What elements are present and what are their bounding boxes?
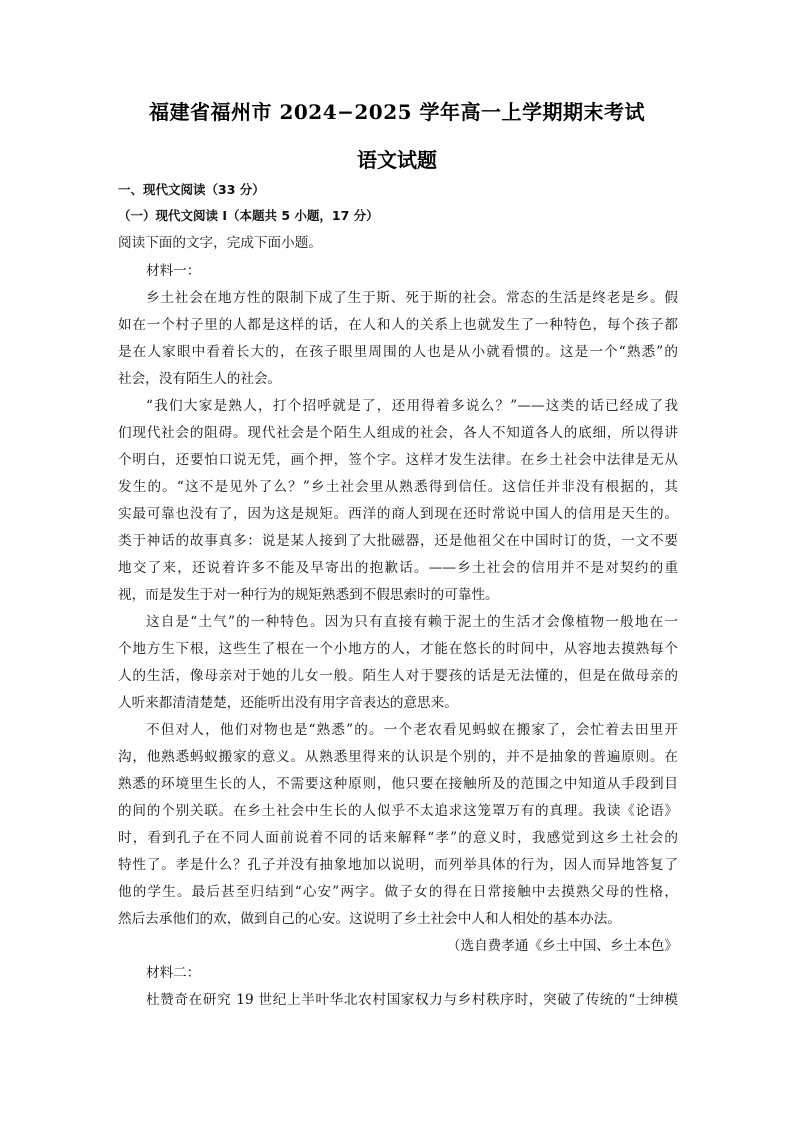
paragraph-line: 个地方生下根，这些生了根在一个小地方的人，才能在悠长的时间中，从容地去摸熟每个 xyxy=(118,641,678,657)
paragraph-line: 沟，他熟悉蚂蚁搬家的意义。从熟悉里得来的认识是个别的，并不是抽象的普遍原则。在 xyxy=(118,749,678,765)
paragraph-line: 如在一个村子里的人都是这样的话，在人和人的关系上也就发生了一种特色，每个孩子都 xyxy=(118,317,678,333)
paragraph-line: 不但对人，他们对物也是“熟悉”的。一个老农看见蚂蚁在搬家了，会忙着去田里开 xyxy=(146,722,678,738)
paragraph-line: 是在人家眼中看着长大的，在孩子眼里周围的人也是从小就看惯的。这是一个“熟悉”的 xyxy=(118,344,678,360)
instruction-text: 阅读下面的文字，完成下面小题。 xyxy=(118,235,322,251)
paragraph-line: 时，看到孔子在不同人面前说着不同的话来解释“孝”的意义时，我感觉到这乡土社会的 xyxy=(118,830,678,846)
paragraph-line: 的间的个别关联。在乡土社会中生长的人似乎不太追求这笼罩万有的真理。我读《论语》 xyxy=(118,803,678,819)
section-heading: 一、现代文阅读（33 分） xyxy=(118,182,265,197)
paragraph-line: 特性了。孝是什么？孔子并没有抽象地加以说明，而列举具体的行为，因人而异地答复了 xyxy=(118,857,678,873)
paragraph-line: 乡土社会在地方性的限制下成了生于斯、死于斯的社会。常态的生活是终老是乡。假 xyxy=(146,290,678,306)
paragraph-line: 视，而是发生于对一种行为的规矩熟悉到不假思索时的可靠性。 xyxy=(118,587,499,603)
paragraph-line: 个明白，还要怕口说无凭，画个押，签个字。这样才发生法律。在乡土社会中法律是无从 xyxy=(118,452,678,468)
paragraph-line: 他的学生。最后甚至归结到“心安”两字。做子女的得在日常接触中去摸熟父母的性格， xyxy=(118,884,678,900)
paragraph-line: 人的生活，像母亲对于她的儿女一般。陌生人对于婴孩的话是无法懂的，但是在做母亲的 xyxy=(118,668,678,684)
sub-section-heading: （一）现代文阅读 I（本题共 5 小题，17 分） xyxy=(118,208,379,223)
paragraph-line: 实最可靠也没有了，因为这是规矩。西洋的商人到现在还时常说中国人的信用是天生的。 xyxy=(118,506,678,522)
paragraph-line: 地交了来，还说着许多不能及早寄出的抱歉话。——乡土社会的信用并不是对契约的重 xyxy=(118,560,678,576)
paragraph-line: 们现代社会的阻碍。现代社会是个陌生人组成的社会，各人不知道各人的底细，所以得讲 xyxy=(118,425,678,441)
document-subtitle: 语文试题 xyxy=(357,148,437,172)
paragraph-line: 类于神话的故事真多：说是某人接到了大批磁器，还是他祖父在中国时订的货，一文不要 xyxy=(118,533,678,549)
paragraph-line: 人听来都清清楚楚，还能听出没有用字音表达的意思来。 xyxy=(118,695,458,711)
paragraph-line: 发生的。“这不是见外了么？”乡土社会里从熟悉得到信任。这信任并非没有根据的，其 xyxy=(118,479,678,495)
paragraph-line: 杜赞奇在研究 19 世纪上半叶华北农村国家权力与乡村秩序时，突破了传统的“士绅模 xyxy=(146,992,678,1008)
paragraph-line: 这自是“土气”的一种特色。因为只有直接有赖于泥土的生活才会像植物一般地在一 xyxy=(146,614,678,630)
material-2-label: 材料二： xyxy=(146,965,201,981)
document-title: 福建省福州市 2024−2025 学年高一上学期期末考试 xyxy=(148,100,645,124)
source-citation: （选自费孝通《乡土中国、乡土本色》 xyxy=(446,938,678,954)
paragraph-line: 熟悉的环境里生长的人，不需要这种原则，他只要在接触所及的范围之中知道从手段到目 xyxy=(118,776,678,792)
paragraph-line: 然后去承他们的欢，做到自己的心安。这说明了乡土社会中人和人相处的基本办法。 xyxy=(118,911,621,927)
material-1-label: 材料一： xyxy=(146,263,201,279)
paragraph-line: 社会，没有陌生人的社会。 xyxy=(118,371,282,387)
paragraph-line: “我们大家是熟人，打个招呼就是了，还用得着多说么？”——这类的话已经成了我 xyxy=(146,398,678,414)
